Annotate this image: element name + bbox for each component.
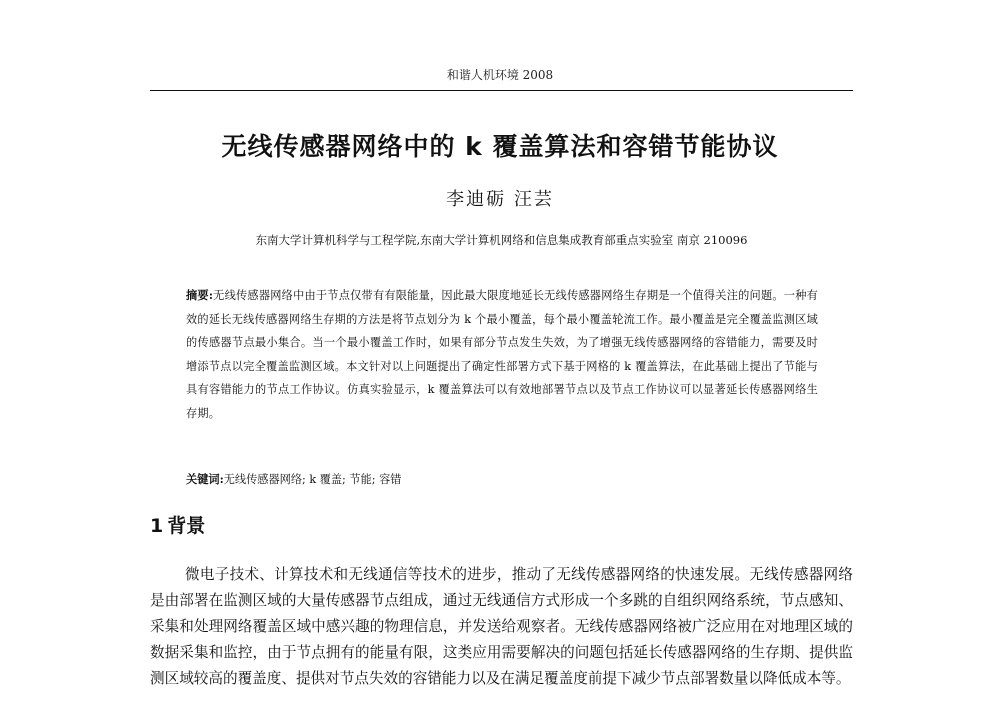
section-title: 背景: [167, 515, 206, 537]
abstract-text: 无线传感器网络中由于节点仅带有有限能量，因此最大限度地延长无线传感器网络生存期是一个值得关注的问题。一种有效的延长无线传感器网络生存期的方法是将节点划分为 k 个最小覆盖，每个最小覆盖轮流工作。最小覆盖是完全覆盖监测区域的传感器节点最小集合。当一个最小覆盖工作时，如果有部分节点发生失效，为了增强无线传感器网络的容错能力，需要及时增添节点以完全覆盖监测区域。本文针对以上问题提出了确定性部署方式下基于网格的 k 覆盖算法，在此基础上提出了节能与具有容错能力的节点工作协议。仿真实验显示，k 覆盖算法可以有效地部署节点以及节点工作协议可以显著延长传感器网络生存期。: [186, 289, 818, 420]
abstract-label: 摘要:: [186, 288, 214, 302]
section-number: 1: [150, 515, 164, 537]
affiliation: 东南大学计算机科学与工程学院,东南大学计算机网络和信息集成教育部重点实验室 南京 210096: [255, 233, 748, 247]
body-paragraph: 微电子技术、计算技术和无线通信等技术的进步，推动了无线传感器网络的快速发展。无线传感器网络是由部署在监测区域的大量传感器节点组成，通过无线通信方式形成一个多跳的自组织网络系统，节点感知、采集和处理网络覆盖区域中感兴趣的物理信息，并发送给观察者。无线传感器网络被广泛应用在对地理区域的数据采集和监控，由于节点拥有的能量有限，这类应用需要解决的问题包括延长传感器网络的生存期、提供监测区域较高的覆盖度、提供对节点失效的容错能力以及在满足覆盖度前提下减少节点部署数量以降低成本等。: [150, 566, 853, 687]
header-rule: [150, 90, 853, 91]
keywords-label: 关键词:: [186, 472, 224, 486]
running-head: 和谐人机环境 2008: [446, 68, 554, 82]
keywords: [186, 469, 818, 490]
keywords-text: 无线传感器网络; k 覆盖; 节能; 容错: [223, 473, 402, 486]
paper-title: 无线传感器网络中的 k 覆盖算法和容错节能协议: [221, 132, 779, 161]
authors: 李迪砺 汪芸: [446, 189, 554, 210]
abstract: [186, 284, 818, 426]
section-heading: [150, 511, 205, 538]
